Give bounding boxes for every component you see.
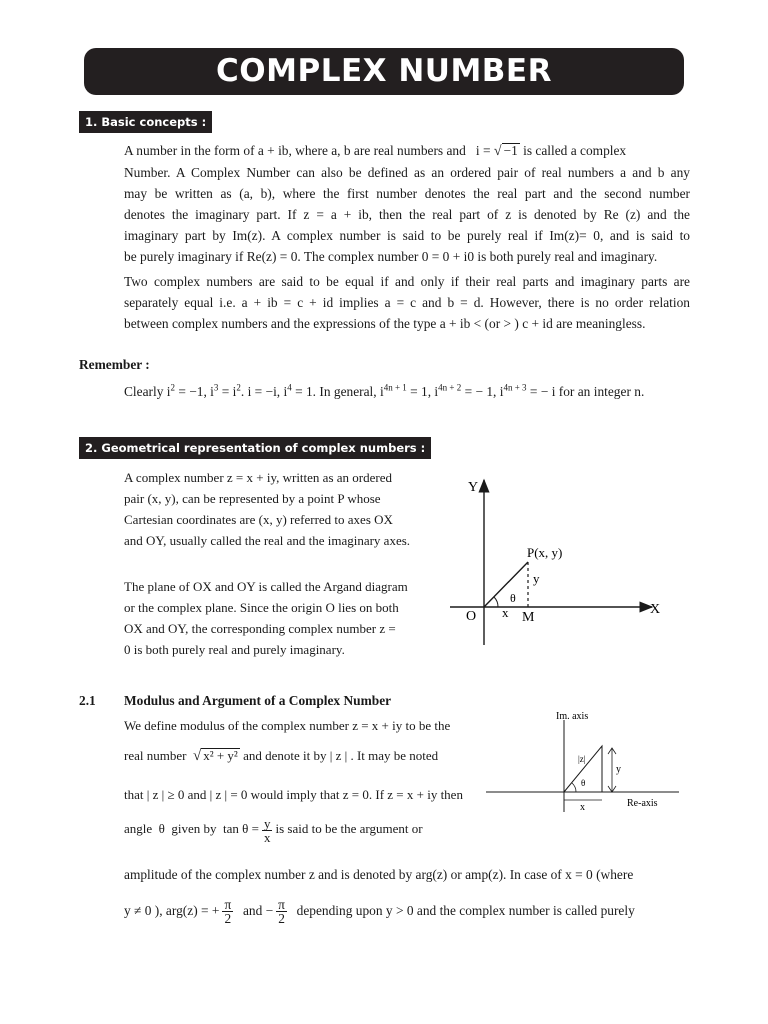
text-span: depending upon y > 0 and the complex number is called purely: [296, 903, 635, 918]
fraction-denominator: 2: [278, 911, 285, 927]
modulus-diagram-figure: [484, 706, 684, 818]
text-line: be purely imaginary if Re(z) = 0. The complex number 0 = 0 + i0 is both purely real and imaginary.: [124, 249, 658, 264]
angle-arc: [494, 597, 498, 607]
text-line: denotes the imaginary part. If z = a + ib, then the real part of z is denoted by Re (z) and the: [124, 207, 690, 222]
fraction-denominator: 2: [224, 911, 232, 927]
modulus-line-2: real number √ x² + y² and denote it by | z | . It may be noted: [124, 748, 439, 764]
text-line: or the complex plane. Since the origin O lies on both: [124, 600, 399, 615]
sqrt-expression: x² + y²: [203, 748, 238, 763]
text-span: = i: [218, 384, 237, 399]
exponent: 4n + 3: [503, 382, 527, 393]
text-span: = −1, i: [174, 384, 214, 399]
text-line: The plane of OX and OY is called the Argand diagram: [124, 579, 408, 594]
text-line: may be written as (a, b), where the first number denotes the real part and the second number: [124, 186, 690, 201]
fraction-pi-over-2: [276, 898, 287, 925]
math-i-equals: i =: [475, 143, 494, 158]
exponent: 4n + 2: [438, 382, 462, 393]
fraction-numerator: π: [278, 897, 285, 913]
subsection-heading: Modulus and Argument of a Complex Number: [124, 693, 392, 708]
text-span: real number: [124, 748, 187, 763]
text-line: pair (x, y), can be represented by a point P whose: [124, 491, 381, 506]
text-span: = − 1, i: [461, 384, 504, 399]
sqrt-minus-one: −1: [503, 143, 518, 158]
text-line: Cartesian coordinates are (x, y) referred to axes OX: [124, 512, 393, 527]
text-line: OX and OY, the corresponding complex number z =: [124, 621, 396, 636]
text-span: given by: [171, 821, 217, 836]
label-theta: θ: [510, 591, 516, 605]
section-heading-basic-concepts: 1. Basic concepts :: [79, 111, 212, 133]
exponent: 4n + 1: [383, 382, 407, 393]
text-span: and denote it by | z | . It may be noted: [239, 748, 439, 763]
remember-heading: Remember :: [79, 357, 150, 372]
exponent: 4: [287, 382, 292, 393]
fraction-numerator: y: [263, 815, 271, 831]
geometrical-paragraph-1: [124, 467, 420, 551]
label-x: x: [580, 802, 585, 813]
label-theta: θ: [581, 778, 586, 788]
text-span: . i = −i, i: [240, 384, 288, 399]
text-span: y ≠ 0 ), arg(z) = +: [124, 903, 220, 918]
fraction-denominator: x: [263, 829, 271, 845]
text-span: and −: [242, 903, 274, 918]
text-line: Number. A Complex Number can also be defined as an ordered pair of real numbers a and b any: [124, 165, 690, 180]
label-point-m: M: [522, 610, 535, 625]
label-y: y: [616, 764, 621, 775]
text-line: A complex number z = x + iy, written as an ordered: [124, 470, 392, 485]
section-heading-geometrical: 2. Geometrical representation of complex numbers :: [79, 437, 431, 459]
subsection-number: 2.1: [79, 693, 96, 708]
label-y-length: y: [533, 571, 540, 586]
text-span: = − i for an integer n.: [526, 384, 645, 399]
label-im-axis: Im. axis: [556, 711, 589, 722]
exponent: 3: [213, 382, 219, 393]
basic-concepts-paragraph: [124, 140, 690, 267]
amplitude-line: amplitude of the complex number z and is denoted by arg(z) or amp(z). In case of x = 0 (where: [124, 867, 634, 882]
text-line: separately equal i.e. a + ib = c + id implies a = c and b = d. However, there is no order relation: [124, 295, 690, 310]
label-x-axis: X: [650, 602, 661, 617]
remember-powers-of-i: [124, 384, 644, 400]
label-origin: O: [466, 609, 477, 624]
text-line: Two complex numbers are said to be equal if and only if their real parts and imaginary parts are: [124, 274, 690, 289]
tan-expression: tan θ =: [223, 821, 259, 836]
geometrical-paragraph-2: [124, 576, 420, 660]
page-title: COMPLEX NUMBER: [84, 48, 684, 95]
text-line: between complex numbers and the expressions of the type a + ib < (or > ) c + id are meaningless.: [124, 316, 646, 331]
text-span: angle: [124, 821, 153, 836]
fraction-numerator: π: [224, 897, 232, 913]
text-line: and OY, usually called the real and the imaginary axes.: [124, 533, 411, 548]
label-re-axis: Re-axis: [627, 798, 658, 809]
text-line: 0 is both purely real and purely imaginary.: [124, 642, 345, 657]
fraction-y-over-x: [262, 817, 273, 844]
label-x-length: x: [502, 605, 509, 620]
argand-diagram-figure: [440, 470, 680, 655]
argument-line: [124, 816, 423, 844]
angle-arc: [572, 783, 576, 792]
text-span: Clearly i: [124, 384, 171, 399]
text-span: is called a complex: [519, 143, 627, 158]
label-y-axis: Y: [468, 480, 479, 495]
text-line: imaginary part by Im(z). A complex number is said to be purely real if Im(z)= 0, and is said to: [124, 228, 690, 243]
modulus-line-3: that | z | ≥ 0 and | z | = 0 would imply that z = 0. If z = x + iy then: [124, 787, 463, 802]
equality-paragraph: [124, 271, 690, 334]
label-modulus: |z|: [578, 754, 586, 764]
fraction-pi-over-2: [222, 898, 233, 925]
purely-imaginary-line: [124, 896, 635, 926]
modulus-line-1: We define modulus of the complex number z = x + iy to be the: [124, 718, 451, 733]
theta-symbol: θ: [158, 821, 165, 836]
text-span: A number in the form of a + ib, where a, b are real numbers and: [124, 143, 466, 158]
label-point-p: P(x, y): [527, 545, 563, 560]
text-span: = 1. In general, i: [291, 384, 384, 399]
exponent: 2: [170, 382, 175, 393]
exponent: 2: [236, 382, 241, 393]
op-line: [484, 562, 528, 607]
text-span: is said to be the argument or: [275, 821, 423, 836]
text-span: = 1, i: [406, 384, 439, 399]
text-line: A number in the form of a + ib, where a, b are real numbers and i = √ −1 is called a complex: [124, 143, 627, 159]
